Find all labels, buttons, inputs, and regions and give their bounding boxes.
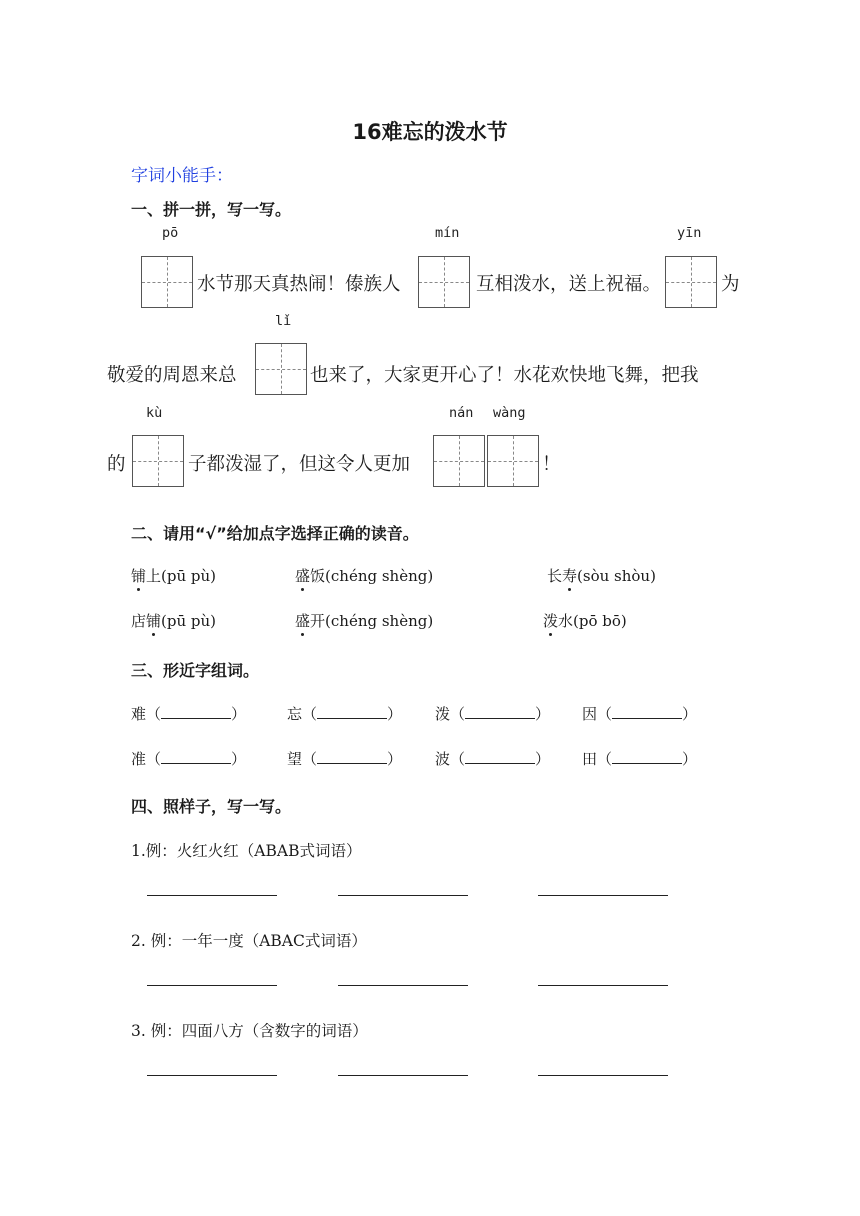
reading-item-6[interactable]: 泼水(pō bō) — [543, 612, 627, 630]
answer-line-3a[interactable] — [147, 1075, 277, 1076]
dotted-char: 泼 — [543, 612, 559, 630]
answer-line-1b[interactable] — [338, 895, 468, 896]
reading-item-3[interactable]: 长寿(sòu shòu) — [547, 567, 656, 585]
word-group-8[interactable]: 田（ ） — [582, 750, 698, 768]
word-group-5[interactable]: 准（ ） — [131, 750, 247, 768]
text-line3-a: 的 — [107, 454, 126, 475]
pinyin-yin: yīn — [677, 225, 702, 241]
answer-line-2a[interactable] — [147, 985, 277, 986]
word-group-6[interactable]: 望（ ） — [287, 750, 403, 768]
char-box-nan[interactable] — [433, 435, 485, 487]
section-4-heading: 四、照样子，写一写。 — [131, 797, 292, 816]
word-group-4[interactable]: 因（ ） — [582, 705, 698, 723]
section-1-heading: 一、拼一拼，写一写。 — [131, 200, 292, 219]
answer-line-3b[interactable] — [338, 1075, 468, 1076]
text-line3-b: 子都泼湿了，但这令人更加 — [188, 454, 411, 475]
text-line3-c: ！ — [542, 454, 561, 475]
char-box-wang[interactable] — [487, 435, 539, 487]
text-line2-b: 也来了，大家更开心了！水花欢快地飞舞，把我 — [310, 365, 699, 386]
page-title: 16难忘的泼水节 — [352, 120, 508, 144]
dotted-char: 铺 — [131, 567, 147, 585]
answer-line-2b[interactable] — [338, 985, 468, 986]
answer-line-1a[interactable] — [147, 895, 277, 896]
word-group-3[interactable]: 泼（ ） — [435, 705, 551, 723]
text-line1-c: 为 — [721, 274, 740, 295]
reading-item-1[interactable]: 铺上(pū pù) — [131, 567, 217, 585]
reading-item-2[interactable]: 盛饭(chéng shèng) — [295, 567, 434, 585]
char-box-li[interactable] — [255, 343, 307, 395]
reading-item-4[interactable]: 店铺(pū pù) — [131, 612, 217, 630]
text-line1-b: 互相泼水，送上祝福。 — [476, 274, 662, 295]
text-line2-a: 敬爱的周恩来总 — [107, 365, 237, 386]
dotted-char: 盛 — [295, 612, 311, 630]
dotted-char: 铺 — [146, 612, 162, 630]
section-subtitle: 字词小能手： — [131, 166, 233, 186]
section-2-heading: 二、请用“√”给加点字选择正确的读音。 — [131, 524, 419, 543]
pinyin-min: mín — [435, 225, 460, 241]
example-3: 3. 例：四面八方（含数字的词语） — [131, 1022, 368, 1040]
pinyin-wang: wàng — [493, 405, 526, 421]
word-group-1[interactable]: 难（ ） — [131, 705, 247, 723]
pinyin-nan: nán — [449, 405, 474, 421]
pinyin-po: pō — [162, 225, 179, 241]
answer-line-3c[interactable] — [538, 1075, 668, 1076]
char-box-po[interactable] — [141, 256, 193, 308]
answer-line-2c[interactable] — [538, 985, 668, 986]
section-3-heading: 三、形近字组词。 — [131, 661, 260, 680]
pinyin-ku: kù — [146, 405, 163, 421]
word-group-2[interactable]: 忘（ ） — [287, 705, 403, 723]
example-2: 2. 例：一年一度（ABAC式词语） — [131, 932, 367, 950]
char-box-ku[interactable] — [132, 435, 184, 487]
text-line1-a: 水节那天真热闹！傣族人 — [197, 274, 401, 295]
dotted-char: 寿 — [562, 567, 578, 585]
dotted-char: 盛 — [295, 567, 311, 585]
word-group-7[interactable]: 波（ ） — [435, 750, 551, 768]
pinyin-li: lǐ — [275, 313, 292, 329]
char-box-yin[interactable] — [665, 256, 717, 308]
answer-line-1c[interactable] — [538, 895, 668, 896]
reading-item-5[interactable]: 盛开(chéng shèng) — [295, 612, 434, 630]
example-1: 1.例：火红火红（ABAB式词语） — [131, 842, 362, 860]
char-box-min[interactable] — [418, 256, 470, 308]
